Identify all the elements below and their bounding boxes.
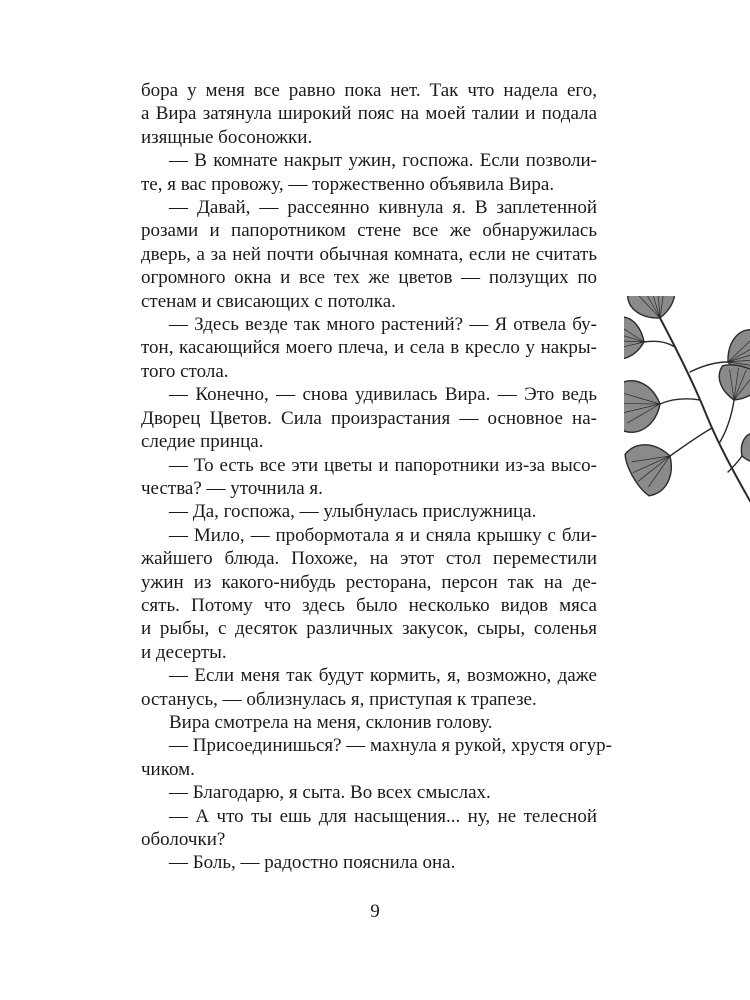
text-line: — Боль, — радостно пояснила она. <box>169 852 456 874</box>
text-line: — Да, госпожа, — улыбнулась прислужница. <box>169 501 537 523</box>
text-line: ужин из какого-нибудь ресторана, персон так на де- <box>141 571 597 593</box>
ginkgo-branch-icon <box>624 296 750 506</box>
text-line: изящные босоножки. <box>141 126 313 148</box>
text-line: — Присоединишься? — махнула я рукой, хрустя огур- <box>169 735 612 757</box>
text-line: розами и папоротником стене все же обнаружилась <box>141 220 597 242</box>
text-line: — А что ты ешь для насыщения... ну, не телесной <box>169 805 597 827</box>
text-line: и рыбы, с десяток различных закусок, сыры, соленья <box>141 618 597 640</box>
page-number: 9 <box>370 901 380 922</box>
text-line: — Если меня так будут кормить, я, возможно, даже <box>169 665 597 687</box>
text-line: — Благодарю, я сыта. Во всех смыслах. <box>169 782 491 804</box>
text-line: дверь, а за ней почти обычная комната, если не считать <box>141 243 597 265</box>
text-line: те, я вас провожу, — торжественно объявила Вира. <box>141 173 555 195</box>
text-line: следие принца. <box>141 431 264 453</box>
text-line: огромного окна и все тех же цветов — ползущих по <box>141 267 597 289</box>
text-line: останусь, — облизнулась я, приступая к трапезе. <box>141 688 537 710</box>
text-line: чества? — уточнила я. <box>141 477 323 499</box>
text-line: — В комнате накрыт ужин, госпожа. Если позволи- <box>169 150 597 172</box>
body-text <box>141 79 612 875</box>
text-line: а Вира затянула широкий пояс на моей талии и подала <box>141 103 597 125</box>
text-line: и десерты. <box>141 641 227 663</box>
text-line: того стола. <box>141 360 229 382</box>
text-line: бора у меня все равно пока нет. Так что надела его, <box>141 80 597 101</box>
text-line: Вира смотрела на меня, склонив голову. <box>169 711 493 733</box>
text-line: оболочки? <box>141 829 226 850</box>
text-line: — Мило, — пробормотала я и сняла крышку с бли- <box>169 524 597 546</box>
text-line: — Конечно, — снова удивилась Вира. — Это ведь <box>169 384 597 406</box>
text-line: чиком. <box>141 758 195 780</box>
text-line: — Давай, — рассеянно кивнула я. В заплетенной <box>169 197 597 219</box>
text-line: жайшего блюда. Похоже, на этот стол переместили <box>141 548 597 570</box>
text-line: тон, касающийся моего плеча, и села в кресло у накры- <box>141 337 597 359</box>
text-line: стенам и свисающих с потолка. <box>141 290 396 312</box>
text-line: сять. Потому что здесь было несколько видов мяса <box>141 594 597 616</box>
text-line: — То есть все эти цветы и папоротники из-за высо- <box>169 454 597 476</box>
text-line: Дворец Цветов. Сила произрастания — основное на- <box>141 407 597 429</box>
text-line: — Здесь везде так много растений? — Я отвела бу- <box>169 314 597 336</box>
